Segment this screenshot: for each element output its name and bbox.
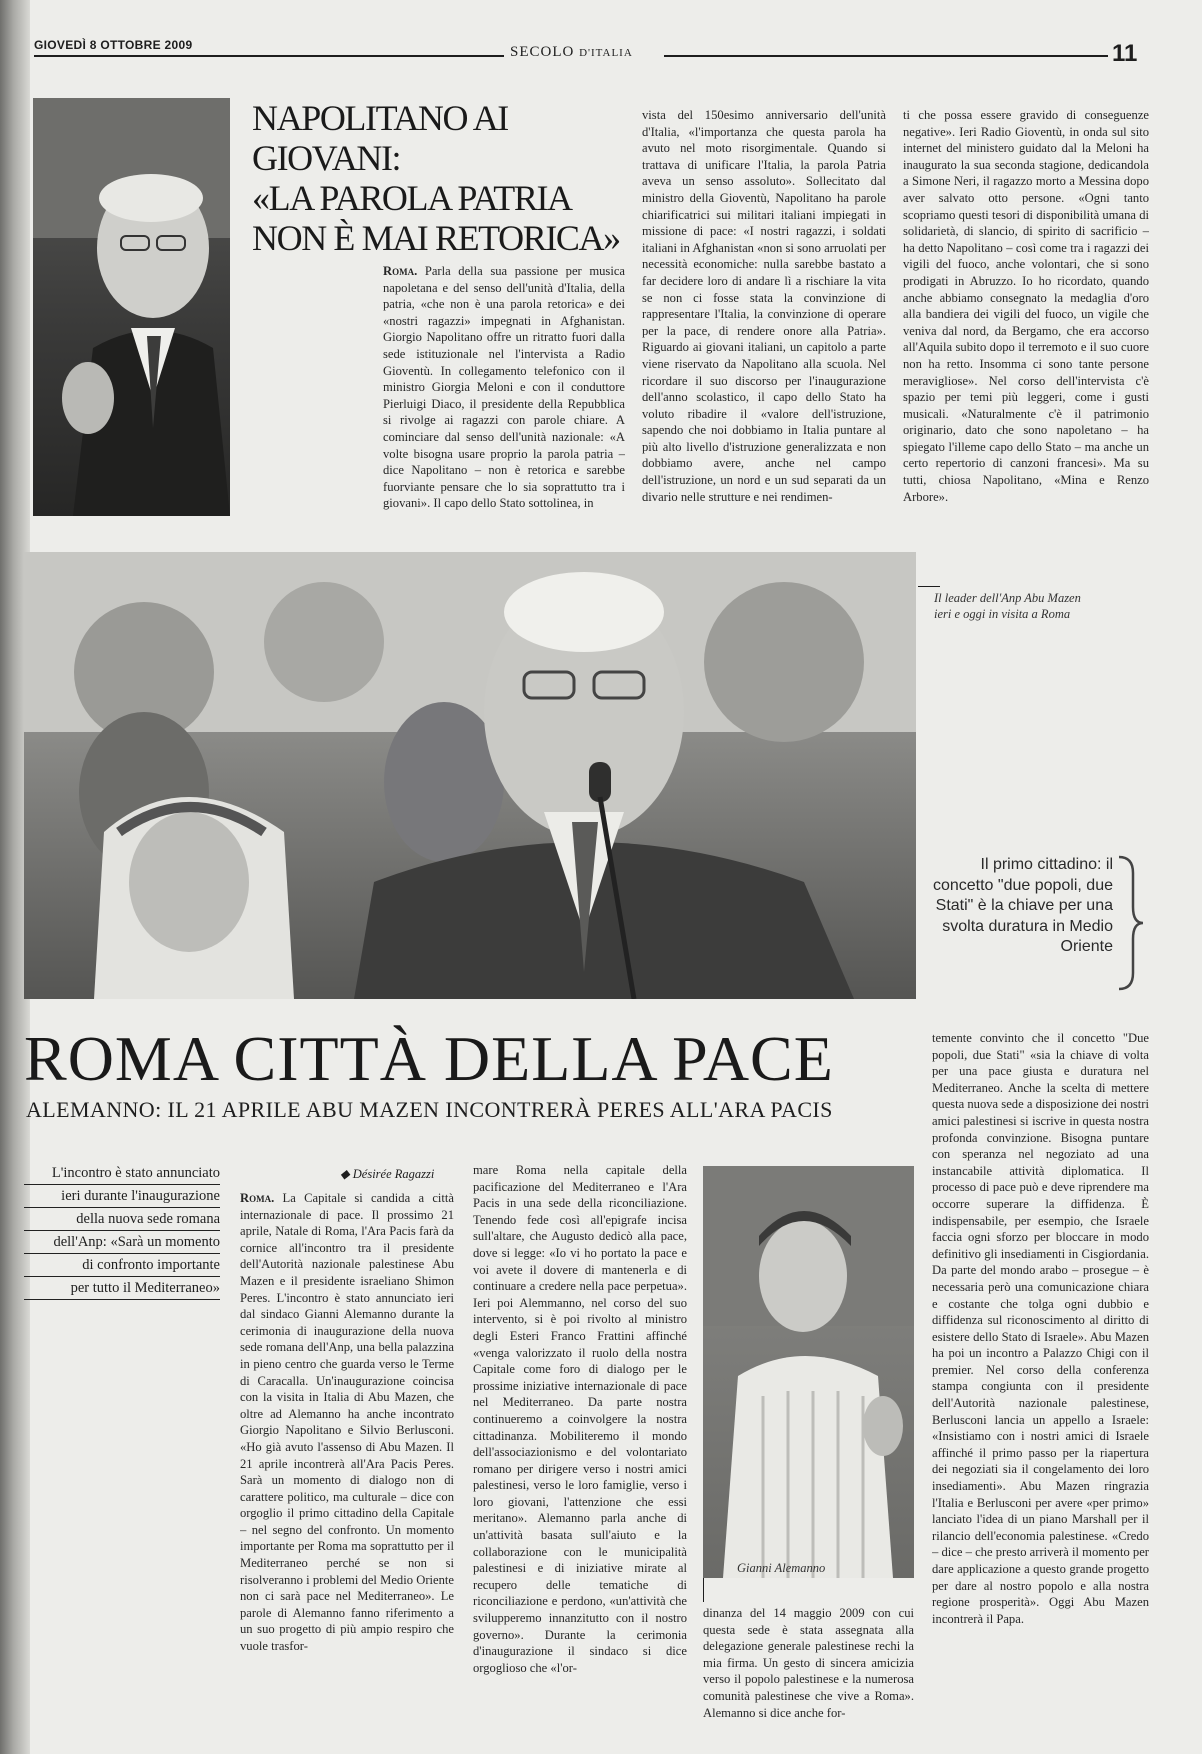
sub-headline: ALEMANNO: IL 21 APRILE ABU MAZEN INCONTRERÀ PERES ALL'ARA PACIS — [26, 1097, 833, 1122]
alemanno-photo — [703, 1166, 914, 1578]
napolitano-portrait-illustration — [33, 98, 230, 516]
issue-date: GIOVEDÌ 8 OTTOBRE 2009 — [34, 38, 193, 52]
alemanno-photo-illustration — [703, 1166, 914, 1578]
alemanno-caption-rule — [703, 1578, 704, 1602]
alemanno-caption: Gianni Alemanno — [737, 1561, 826, 1575]
abu-mazen-photo-illustration — [24, 552, 916, 999]
masthead-rule-right — [664, 55, 1108, 57]
pull-quote-brace — [1115, 855, 1145, 991]
pace-article-col3: dinanza del 14 maggio 2009 con cui questa sede è stata assegnata alla delegazione generale palestinese rechi la mia firma. Un gesto di sincera amicizia verso il popolo palestinese e la numerosa comunità palestinese che vive a Roma». Alemanno si dice anche for- — [703, 1606, 914, 1720]
caption-pointer-rule — [918, 586, 940, 587]
napolitano-article-col1: Roma. Parla della sua passione per musica napoletana e del senso dell'unità d'Italia, della patria, «che non è una parola retorica» e dei «nostri ragazzi» impegnati in Afghanistan. Giorgio Napolitano offre un ritratto fuori dalla sede istituzionale nel l'intervista a Radio Gioventù. In collegamento telefonico con il ministro Giorgia Meloni e con il conduttore Pierluigi Diaco, il presidente della Repubblica si rivolge ai ragazzi con parole chiare. A cominciare dal senso dell'unità nazionale: «A volte bisogna usare proprio la parola patria – dice Napolitano – non è retorica e sarebbe fuorviante pensare che lo sia soprattutto tra i giovani». Il capo dello Stato sottolinea, in — [383, 264, 625, 511]
abu-mazen-caption: Il leader dell'Anp Abu Mazen ieri e oggi in visita a Roma — [934, 591, 1081, 621]
byline: ◆ Désirée Ragazzi — [340, 1167, 435, 1181]
napolitano-headline: NAPOLITANO AI GIOVANI: «LA PAROLA PATRIA NON È MAI RETORICA» — [252, 98, 620, 258]
main-headline: ROMA CITTÀ DELLA PACE — [24, 1023, 834, 1094]
abu-mazen-photo — [24, 552, 916, 999]
pull-quote: Il primo cittadino: il concetto "due popoli, due Stati" è la chiave per una svolta duratura in Medio Oriente — [932, 856, 1113, 955]
pace-article-col2: mare Roma nella capitale della pacificazione del Mediterraneo e l'Ara Pacis in una sede della riconciliazione. Tenendo fede così all'epigrafe incisa sull'altare, che Augusto dedicò alla pace, dove si legge: «Io vi ho portato la pace e voi avete il dovere di mantenerla e di continuare a credere nella pace perpetua». Ieri poi Alemmanno, nel corso del suo intervento, si è poi rivolto al ministro degli Esteri Franco Frattini affinché «venga valorizzato il ruolo della nostra Capitale come foro di dialogo per le prossime iniziative internazionale di pace nel Mediterraneo. Da parte nostra continueremo a coinvolgere la nostra cittadinanza. Mobiliteremo il mondo dell'associazionismo e del volontariato romano per dirigere verso i nostri amici palestinesi, verso le loro famiglie, verso i loro giovani, l'attenzione che essi meritano». Alemanno parla anche di un'attività basata sull'aiuto e la collaborazione con le municipalità palestinesi e di iniziative mirate al recupero delle tematiche di riconciliazione e perdono, «un'attività che svilupperemo innanzitutto con il nostro governo». Durante la cerimonia d'inaugurazione il sindaco si dice orgoglioso che «l'or- — [473, 1163, 687, 1675]
newspaper-title: SECOLO D'ITALIA — [510, 44, 633, 60]
napolitano-article-col2: vista del 150esimo anniversario dell'unità d'Italia, «l'importanza che questa parola ha avuto nel moto risorgimentale. Quando si trattava di unificare l'Italia, la parola Patria aveva un senso assoluto». Sollecitato dal ministro della Gioventù, Napolitano ha parole chiarificatrici sui militari italiani impiegati in missione di pace: «I nostri ragazzi, i soldati italiani in Afghanistan «non si sono arruolati per necessità economiche: nulla sarebbe bastato a far decidere loro di andare lì a rischiare la vita se non ci fosse stata la convinzione di rappresentare l'Italia, la convinzione di operare per la pace, di rendere onore alla Patria». Riguardo ai giovani italiani, un capitolo a parte viene riservato da Napolitano alla scuola. Nel ricordare il suo discorso per l'inaugurazione dell'anno scolastico, il capo dello Stato ha voluto ribadire il «valore dell'istruzione, sapendo che noi dobbiamo in Italia puntare al più alto livello d'istruzione generalizzata e non dobbiamo avere, anche nel campo dell'istruzione, un nord e un sud separati da un divario nelle strutture e nei rendimen- — [642, 108, 886, 504]
pace-article-col1: Roma. La Capitale si candida a città internazionale di pace. Il prossimo 21 aprile, Natale di Roma, l'Ara Pacis farà da cornice all'incontro tra il presidente dell'Autorità nazionale palestinese Abu Mazen e il presidente israeliano Shimon Peres. L'incontro è stato annunciato ieri dal sindaco Gianni Alemanno durante la cerimonia di inaugurazione della nuova sede romana dell'Anp, una bella palazzina in pieno centro che guarda verso le Terme di Caracalla. Un'inaugurazione coincisa con la visita in Italia di Abu Mazen, che oltre ad Alemanno ha anche incontrato Giorgio Napolitano e Silvio Berlusconi. «Ho già avuto l'assenso di Abu Mazen. Il 21 aprile incontrerà all'Ara Pacis Peres. Sarà un momento di dialogo non di carattere politico, ma culturale – dice con orgoglio il primo cittadino della Capitale – nel segno del confronto. Un momento importante per Roma ma soprattutto per il Mediterraneo perché se non si risolveranno i problemi del Medio Oriente non ci sarà pace nel Mediterraneo». Le parole di Alemanno fanno riferimento a un suo progetto di più ampio respiro che vuole trasfor- — [240, 1191, 454, 1654]
page-number: 11 — [1112, 40, 1138, 67]
summary-box: L'incontro è stato annunciato ieri durante l'inaugurazione della nuova sede romana dell'Anp: «Sarà un momento di confronto importante per tutto il Mediterraneo» — [24, 1162, 220, 1300]
pace-article-col4: temente convinto che il concetto "Due popoli, due Stati" «sia la chiave di volta per una pace giusta e duratura nel Mediterraneo. Anche la scelta di mettere questa nuova sede a disposizione dei nostri amici palestinesi si iscrive in questa nostra profonda convinzione. Bisogna puntare con speranza nel negoziato ad una instancabile attività diplomatica. Il processo di pace può e deve riprendere ma occorre superare la diffidenza. È indispensabile, per esempio, che Israele faccia ogni sforzo per bloccare in modo definitivo gli insediamenti in Cisgiordania. Da parte del mondo arabo – prosegue – è necessaria però una comunicazione chiara e costante che tolga ogni dubbio e diffidenza sul riconoscimento al diritto di esistere dello Stato di Israele». Abu Mazen ha poi un incontro a Palazzo Chigi con il premier. Nel corso della conferenza stampa congiunta con il presidente dell'Autorità nazionale palestinese, Berlusconi lancia un appello a Israele: «Insistiamo con i nostri amici di Israele affinché il primo passo per la riapertura dei negoziati sia il congelamento dei loro insediamenti». Abu Mazen ringrazia l'Italia e Berlusconi per avere «per primo» lanciato l'idea di un piano Marshall per il rilancio dell'economia palestinese. «Credo – dice – che presto arriverà il momento per dare applicazione a questo grande progetto per dare al nostro popolo e alla nostra regione prosperità». Oggi Abu Mazen incontrerà il Papa. — [932, 1031, 1149, 1626]
napolitano-photo — [33, 98, 230, 516]
masthead-rule-left — [34, 55, 504, 57]
napolitano-article-col3: ti che possa essere gravido di conseguenze negative». Ieri Radio Gioventù, in onda sul sito internet del ministero guidato dal la Meloni ha inaugurato la sua seconda stagione, dedicandola a Simone Neri, il ragazzo morto a Messina dopo aver salvato otto persone. «Ogni tanto scopriamo questi tesori di disponibilità umana di solidarietà, di slancio, di spirito di sacrificio – ha detto Napolitano – così come tra i ragazzi dei vigili del fuoco, anche volontari, che si sono prodigati in Abruzzo. Io ho ricordato, quando anche abbiamo consegnato la medaglia d'oro alla bandiera dei vigili del fuoco, un vigile che veniva dal nord, da Bergamo, che era accorso all'Aquila subito dopo il terremoto e il suo cuore non ha retto. Insomma ci sono tante persone meravigliose». Nel corso dell'intervista c'è spazio per temi più leggeri, come i gusti musicali. «Naturalmente c'è il patrimonio originario, dato che sono napoletano – ha spiegato l'illeme capo dello Stato – ma anche un certo repertorio di canzoni francesi». Ma su tutti, chiosa Napolitano, «Mina e Renzo Arbore». — [903, 108, 1149, 504]
